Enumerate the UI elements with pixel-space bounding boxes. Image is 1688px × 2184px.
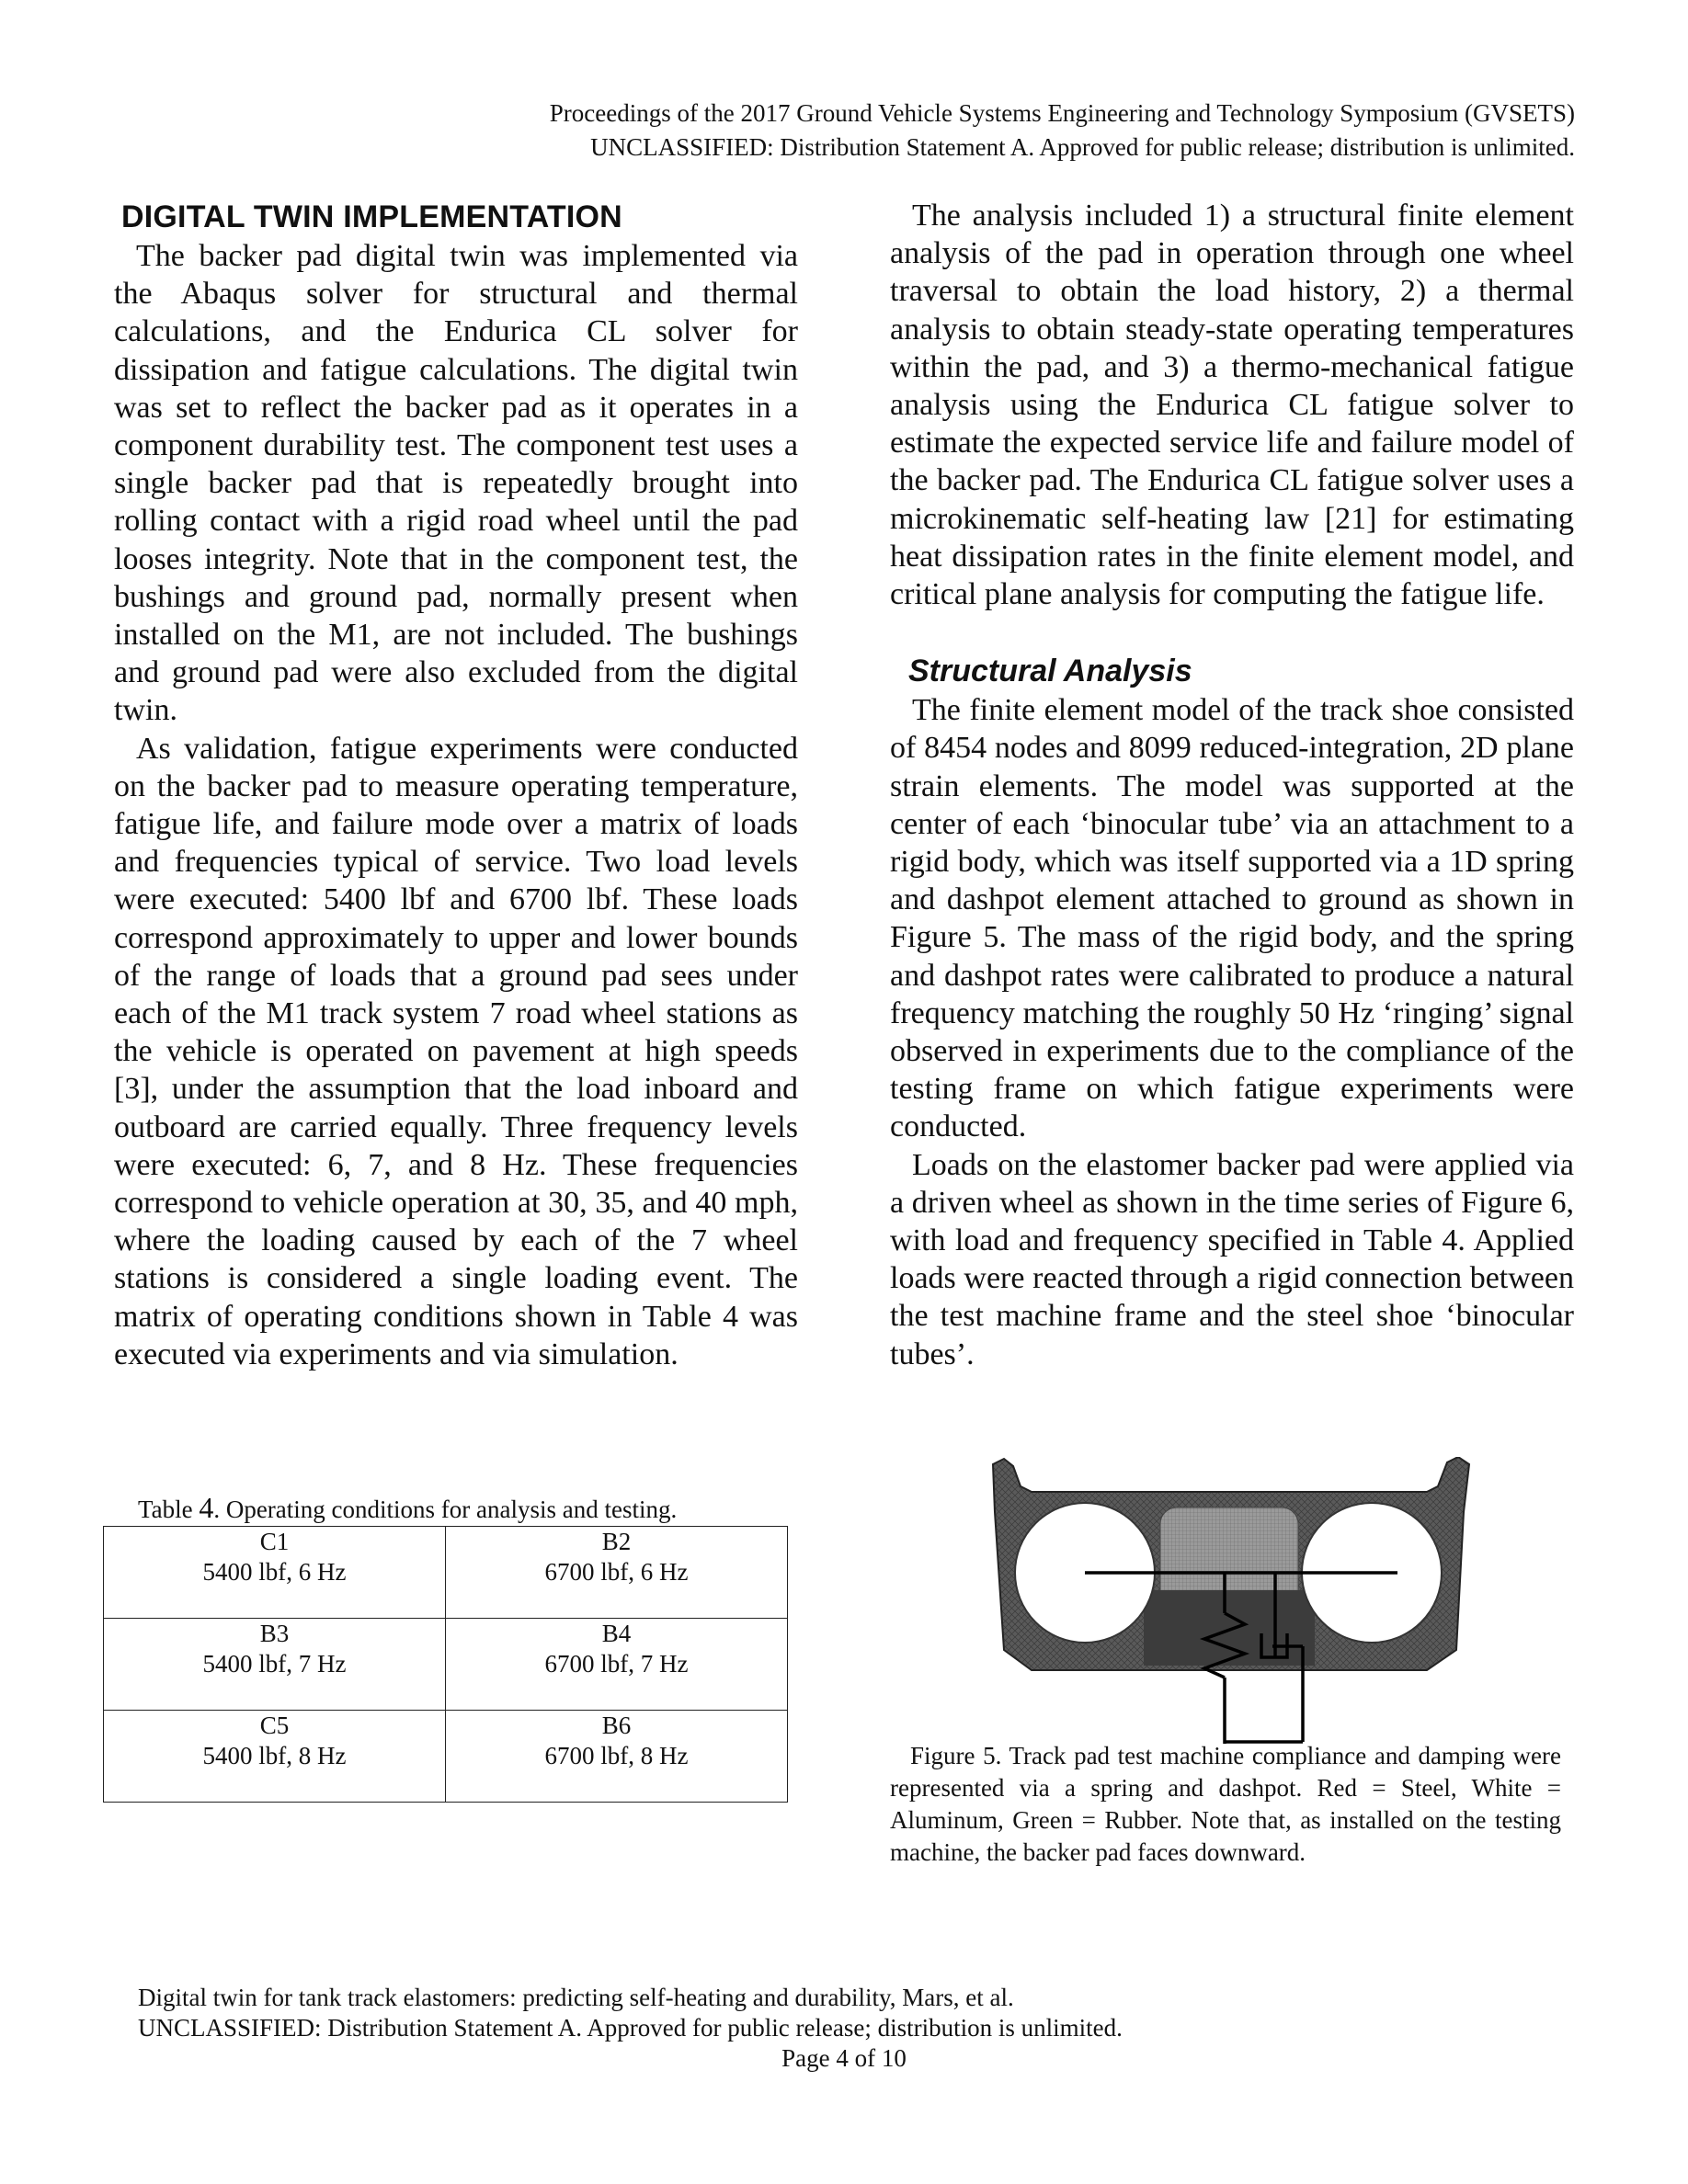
paragraph-implementation: The backer pad digital twin was implemented via the Abaqus solver for structural and thermal calculations, and the Endurica CL solver for dissipation and fatigue calculations. The digital twin was set to reflect the backer pad as it operates in a component durability test. The component test uses a single backer pad that is repeatedly brought into rolling contact with a rigid road wheel until the pad looses integrity. Note that in the component test, the bushings and ground pad, normally present when installed on the M1, are not included. The bushings and ground pad were also excluded from the digital twin. — [114, 239, 798, 728]
table-cell: C1 5400 lbf, 6 Hz — [104, 1527, 446, 1619]
operating-conditions-table — [103, 1526, 788, 1803]
table-row — [104, 1711, 788, 1803]
figure-track-pad-mesh — [976, 1457, 1482, 1745]
header-proceedings: Proceedings of the 2017 Ground Vehicle Systems Engineering and Technology Symposium (GVSETS) — [549, 99, 1575, 127]
footer-distribution: UNCLASSIFIED: Distribution Statement A. Approved for public release; distribution is unlimited. — [138, 2014, 1123, 2042]
right-column — [890, 197, 1574, 1373]
page-number: Page 4 of 10 — [781, 2044, 907, 2072]
paragraph-analysis: The analysis included 1) a structural finite element analysis of the pad in operation through one wheel traversal to obtain the load history, 2) a thermal analysis to obtain steady-state operating temperatures within the pad, and 3) a thermo-mechanical fatigue analysis using the Endurica CL fatigue solver to estimate the expected service life and failure model of the backer pad. The Endurica CL fatigue solver uses a microkinematic self-heating law [21] for estimating heat dissipation rates in the finite element model, and critical plane analysis for computing the fatigue life. — [890, 199, 1574, 612]
table-row — [104, 1527, 788, 1619]
left-column — [114, 197, 798, 1373]
paragraph-loads: Loads on the elastomer backer pad were applied via a driven wheel as shown in the time series of Figure 6, with load and frequency specified in Table 4. Applied loads were reacted through a rigid connection between the test machine frame and the steel shoe ‘binocular tubes’. — [890, 1147, 1574, 1371]
paragraph-validation: As validation, fatigue experiments were conducted on the backer pad to measure operating temperature, fatigue life, and failure mode over a matrix of loads and frequencies typical of service. Two load levels were executed: 5400 lbf and 6700 lbf. These loads correspond approximately to upper and lower bounds of the range of loads that a ground pad sees under each of the M1 track system 7 road wheel stations as the vehicle is operated on pavement at high speeds [3], under the assumption that the load inboard and outboard are carried equally. Three frequency levels were executed: 6, 7, and 8 Hz. These frequencies correspond to vehicle operation at 30, 35, and 40 mph, where the loading caused by each of the 7 wheel stations is considered a single loading event. The matrix of operating conditions shown in Table 4 was executed via experiments and via simulation. — [114, 731, 798, 1371]
table-cell: C5 5400 lbf, 8 Hz — [104, 1711, 446, 1803]
paragraph-fe-model: The finite element model of the track shoe consisted of 8454 nodes and 8099 reduced-integration, 2D plane strain elements. The model was supported at the center of each ‘binocular tube’ via an attachment to a rigid body, which was itself supported via a 1D spring and dashpot element attached to ground as shown in Figure 5. The mass of the rigid body, and the spring and dashpot rates were calibrated to produce a natural frequency matching the roughly 50 Hz ‘ringing’ signal observed in experiments due to the compliance of the testing frame on which fatigue experiments were conducted. — [890, 693, 1574, 1144]
table-caption: Table 4. Operating conditions for analysis and testing. — [138, 1491, 678, 1524]
running-header — [550, 97, 1575, 165]
table-cell: B4 6700 lbf, 7 Hz — [446, 1619, 788, 1711]
table-cell: B2 6700 lbf, 6 Hz — [446, 1527, 788, 1619]
running-footer — [138, 1983, 1123, 2043]
spacer — [890, 613, 1574, 651]
section-heading: DIGITAL TWIN IMPLEMENTATION — [121, 199, 622, 234]
figure-caption: Figure 5. Track pad test machine compliance and damping were represented via a spring and dashpot. Red = Steel, White = Aluminum, Green = Rubber. Note that, as installed on the testing machine, the backer pad faces downward. — [890, 1742, 1561, 1866]
subsection-heading: Structural Analysis — [908, 654, 1192, 689]
table-cell: B3 5400 lbf, 7 Hz — [104, 1619, 446, 1711]
header-distribution: UNCLASSIFIED: Distribution Statement A. Approved for public release; distribution is unlimited. — [590, 133, 1575, 161]
table-row — [104, 1619, 788, 1711]
table-cell: B6 6700 lbf, 8 Hz — [446, 1711, 788, 1803]
footer-citation: Digital twin for tank track elastomers: predicting self-heating and durability, Mars, et al. — [138, 1984, 1014, 2011]
